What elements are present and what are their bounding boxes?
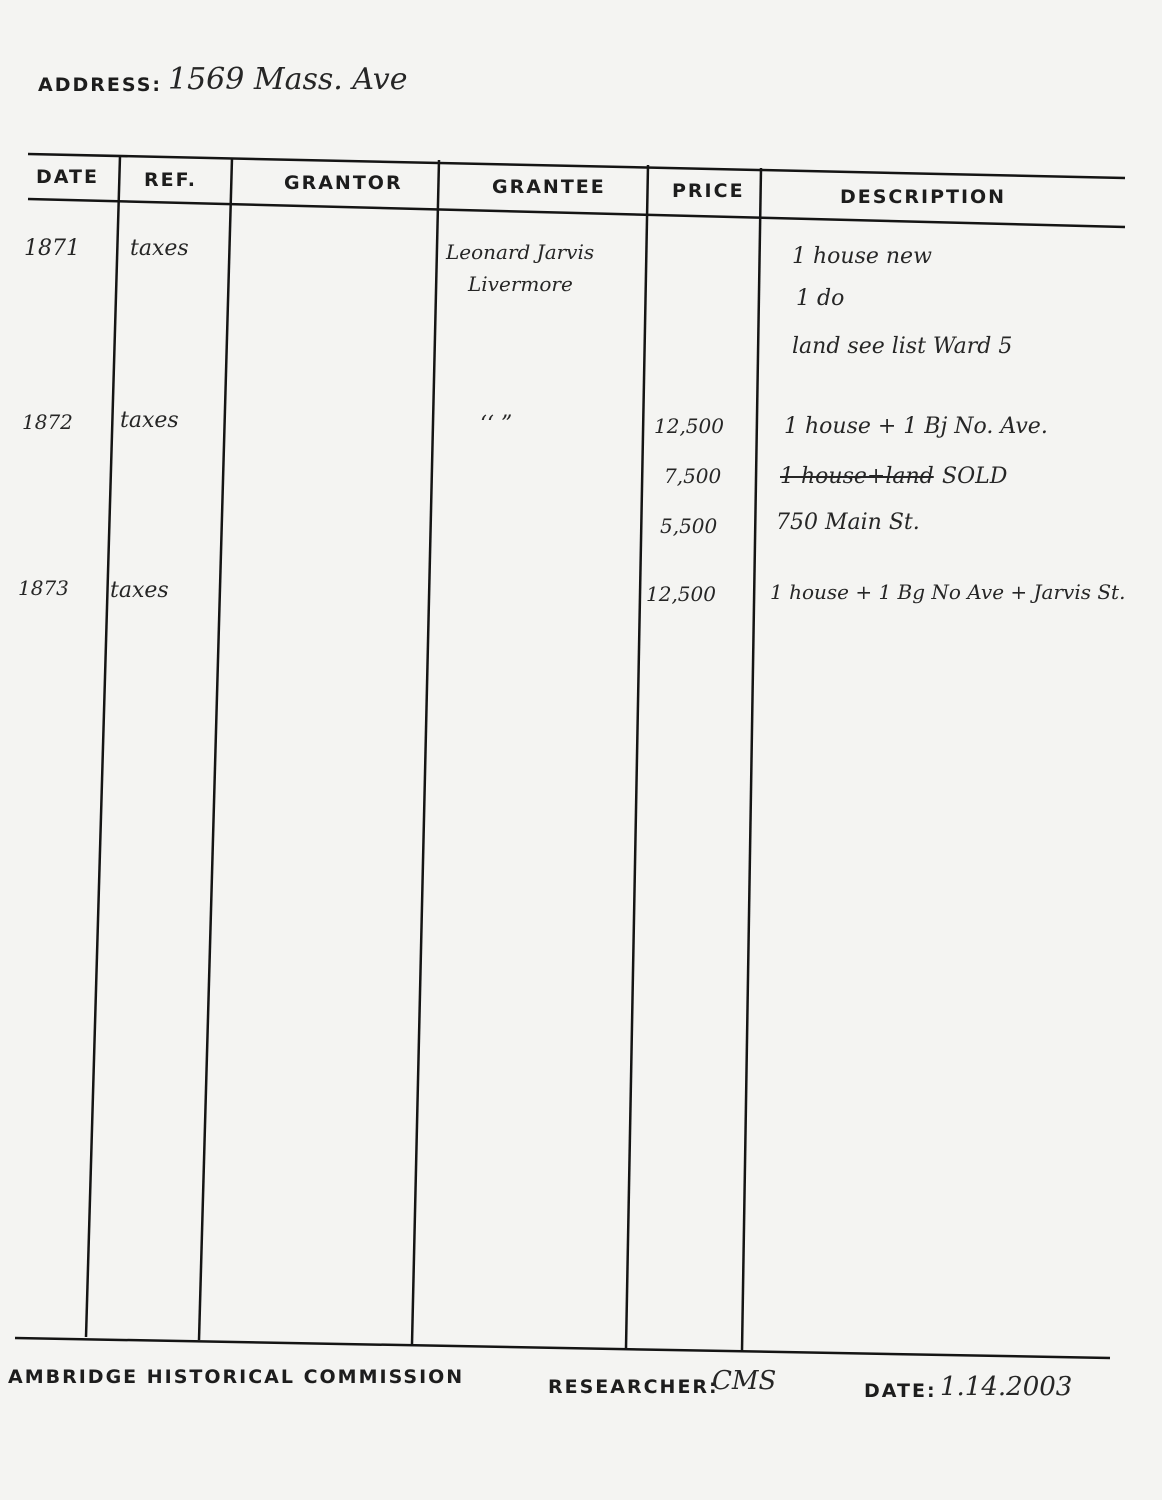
column-divider: [412, 160, 439, 1344]
row-date: 1873: [18, 576, 69, 600]
row-grantee: Livermore: [468, 272, 573, 296]
row-grantee: ‘‘ ”: [480, 412, 513, 437]
column-divider: [86, 156, 120, 1337]
column-divider: [742, 168, 761, 1351]
row-grantee: Leonard Jarvis: [446, 240, 595, 264]
table-bottom-rule: [15, 1338, 1110, 1358]
date-label: DATE:: [864, 1380, 937, 1402]
row-description: 1 house new: [792, 244, 932, 269]
column-header-price: PRICE: [672, 180, 745, 202]
row-price: 12,500: [646, 582, 716, 606]
address-value: 1569 Mass. Ave: [168, 62, 408, 97]
organization-name: AMBRIDGE HISTORICAL COMMISSION: [8, 1366, 465, 1388]
row-ref: taxes: [120, 408, 179, 433]
row-date: 1872: [22, 410, 73, 434]
row-price: 12,500: [654, 414, 724, 438]
date-value: 1.14.2003: [940, 1372, 1073, 1402]
row-price: 7,500: [664, 464, 722, 488]
row-description: 1 house + 1 Bj No. Ave.: [784, 414, 1048, 439]
researcher-value: CMS: [712, 1366, 777, 1396]
row-description: land see list Ward 5: [792, 334, 1013, 359]
column-header-grantee: GRANTEE: [492, 176, 606, 198]
row-ref: taxes: [110, 578, 169, 603]
researcher-label: RESEARCHER:: [548, 1376, 719, 1398]
row-price: 5,500: [660, 514, 718, 538]
column-header-description: DESCRIPTION: [840, 186, 1007, 208]
column-header-date: DATE: [36, 166, 99, 188]
row-description: 750 Main St.: [776, 510, 920, 535]
row-ref: taxes: [130, 236, 189, 261]
row-description: 1 do: [796, 286, 845, 311]
column-header-grantor: GRANTOR: [284, 172, 403, 194]
row-description: SOLD: [942, 464, 1008, 489]
column-divider: [199, 158, 232, 1340]
row-date: 1871: [24, 236, 80, 261]
row-description: 1 house+land: [780, 464, 934, 489]
column-header-ref: REF.: [144, 169, 198, 191]
column-divider: [626, 165, 648, 1348]
address-label: ADDRESS:: [38, 74, 162, 96]
row-description: 1 house + 1 Bg No Ave + Jarvis St.: [770, 580, 1126, 604]
